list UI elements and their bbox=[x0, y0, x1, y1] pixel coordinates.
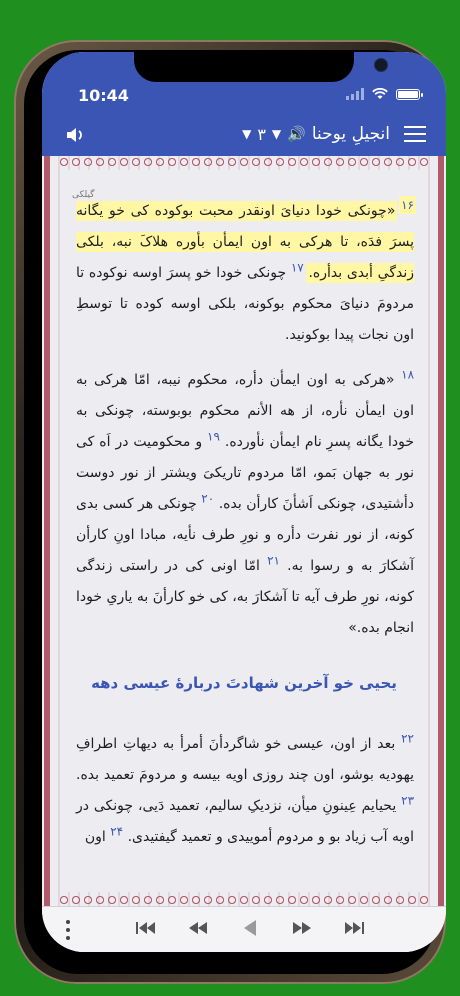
nav-bar bbox=[42, 114, 446, 156]
verse-text[interactable]: «چونکی خودا دنیایَ اونقدر محبت بوکوده کی خو یگانه پسرَ فدَه، تا هرکی به اون ایمأن بأوره هلاکَ نبه، بلکی زندگیِ أبدی بدأره. bbox=[76, 203, 414, 281]
app-screen bbox=[42, 52, 446, 952]
cellular-signal-icon bbox=[346, 88, 364, 100]
paragraph bbox=[64, 703, 424, 853]
verse-number: ۱۸ bbox=[401, 367, 415, 382]
verse-text[interactable]: یحیایم عِینونِ میأن، نزدیکِ سالیم، تعمید دَیی، چونکی در اویه آب زیاد بو و مردوم أموییدی و تعمید گیفتیدی. bbox=[76, 798, 414, 845]
hamburger-menu-icon[interactable] bbox=[404, 126, 426, 144]
skip-last-icon[interactable] bbox=[342, 918, 366, 938]
verse-text[interactable]: امّا اونی کی در راستی زندگی کونه، نورِ طرف آیه تا آشکارَ به، کی خو کارأنَ به یاریِ خودا انجام بده.» bbox=[76, 558, 414, 636]
status-bar bbox=[42, 52, 446, 105]
status-icons bbox=[346, 88, 420, 100]
audio-ear-icon[interactable]: 🔊 bbox=[287, 125, 306, 143]
nav-title[interactable] bbox=[242, 124, 390, 144]
battery-icon bbox=[396, 89, 420, 100]
version-label: گیلکی bbox=[72, 190, 95, 200]
verse-text[interactable]: چونکی هر کسی بدی کونه، از نور نفرت دأره و نورِ طرف نأیه، مبادا اونِ کارأن آشکارَ به و رسوا به. bbox=[76, 496, 415, 574]
speaker-icon[interactable] bbox=[64, 124, 86, 146]
verse-text[interactable]: چونکی خودا خو پسرَ اوسه نوکوده تا مردومَ دنیایَ محکوم بوکونه، بلکی اوسه کوده تا توسطِ اون نجات پیدا بوکونید. bbox=[76, 265, 414, 343]
wifi-icon bbox=[372, 88, 388, 100]
book-dropdown-icon[interactable]: ▼ bbox=[271, 127, 282, 141]
section-heading: یحیی خو آخرین شهادتَ دربارهٔ عیسی دهه bbox=[91, 674, 397, 692]
verse-number: ۲۳ bbox=[401, 793, 415, 808]
top-bar bbox=[42, 52, 446, 156]
paragraph bbox=[64, 170, 424, 351]
rewind-icon[interactable] bbox=[186, 918, 210, 938]
paragraphs-before-heading bbox=[64, 170, 424, 644]
scripture-text bbox=[64, 170, 424, 892]
verse-number: ۲۰ bbox=[201, 491, 215, 506]
playback-controls bbox=[134, 918, 366, 938]
skip-first-icon[interactable] bbox=[134, 918, 158, 938]
fast-forward-icon[interactable] bbox=[290, 918, 314, 938]
verse-number: ۲۱ bbox=[267, 553, 280, 568]
verse-number: ۱۹ bbox=[207, 429, 220, 444]
paragraph bbox=[64, 351, 424, 644]
paragraphs-after-heading bbox=[64, 703, 424, 853]
verse-text[interactable]: «هرکی به اون ایمأن دأره، محکوم نیبه، امّا هرکی به اون ایمأن نأره، از هه الأنم محکوم بوبوسته، چونکی به خودا یگانه پسرِ نام ایمأن نأورده. bbox=[76, 372, 414, 450]
verse-text[interactable]: بعد از اون، عیسی خو شاگردأنَ أمرأ به دیهاتِ اطرافِ یهودیه بوشو، اون چند روزی اویه بیسه و مردومَ تعمید بده. bbox=[76, 736, 414, 783]
chapter-number[interactable]: ۳ bbox=[257, 124, 266, 144]
verse-number: ۱۶ bbox=[401, 198, 414, 213]
status-time: 10:44 bbox=[78, 86, 129, 105]
verse-number: ۱۷ bbox=[290, 260, 304, 275]
reading-page bbox=[42, 156, 446, 906]
verse-number: ۲۴ bbox=[110, 824, 124, 839]
bottom-toolbar bbox=[42, 906, 446, 952]
book-title[interactable]: انجیلِ یوحنا bbox=[311, 124, 390, 144]
play-reverse-icon[interactable] bbox=[238, 918, 262, 938]
border-top-ornament bbox=[58, 156, 430, 168]
border-bottom-ornament bbox=[58, 894, 430, 906]
verse-text[interactable]: و محکومیت در اَه کی نور به جهان بَمو، امّا مردوم تاریکیَ ویشتر از نور دوست دأشتیدی، چونکی اَشأنَ کارأن بده. bbox=[76, 434, 415, 512]
decorative-border bbox=[44, 156, 444, 906]
chapter-dropdown-icon[interactable]: ▼ bbox=[242, 127, 252, 141]
more-vertical-icon[interactable] bbox=[66, 920, 72, 944]
verse-text[interactable]: اون bbox=[84, 829, 106, 845]
verse-number: ۲۲ bbox=[401, 731, 414, 746]
